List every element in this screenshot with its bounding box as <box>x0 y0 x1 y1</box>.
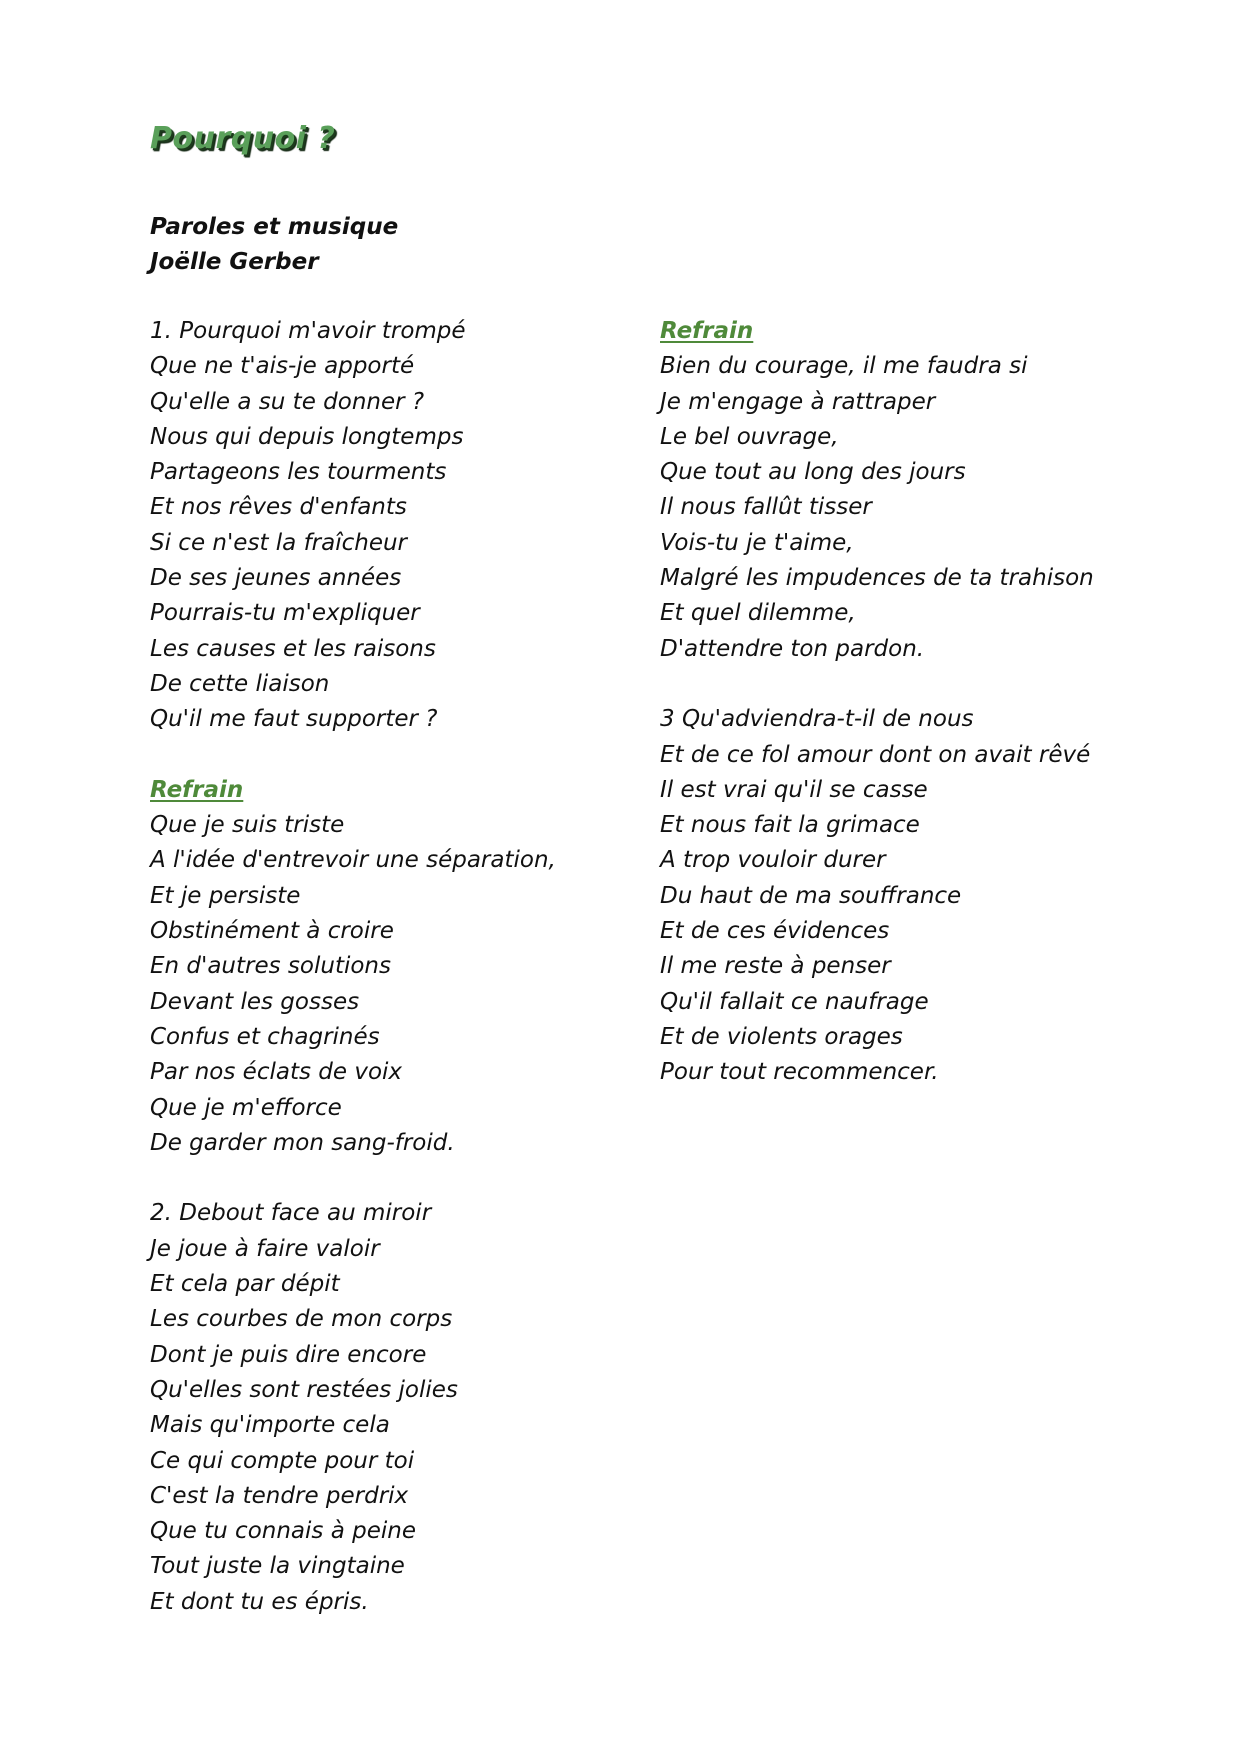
lyric-line: Et de ces évidences <box>660 918 890 945</box>
credits-author: Joëlle Gerber <box>150 249 319 276</box>
lyric-line: En d'autres solutions <box>150 953 391 980</box>
lyric-line: Et quel dilemme, <box>660 600 856 627</box>
lyric-line: Qu'elles sont restées jolies <box>150 1376 458 1403</box>
credits-line: Paroles et musique <box>150 214 399 240</box>
lyric-line: Que ne t'ais-je apporté <box>150 353 415 380</box>
lyric-line: Et de ce fol amour dont on avait rêvé <box>660 741 1091 768</box>
lyric-line: Bien du courage, il me faudra si <box>660 353 1028 380</box>
lyric-line: De garder mon sang-froid. <box>150 1129 455 1156</box>
lyric-line: Qu'il fallait ce naufrage <box>660 988 929 1015</box>
lyric-line: Il me reste à penser <box>660 953 891 980</box>
refrain-2 <box>660 314 1094 667</box>
lyric-line: Il est vrai qu'il se casse <box>660 776 928 803</box>
lyric-line: Et nos rêves d'enfants <box>150 494 407 521</box>
lyric-line: Nous qui depuis longtemps <box>150 423 464 450</box>
lyric-line: Tout juste la vingtaine <box>150 1553 405 1580</box>
verse-1 <box>150 314 556 738</box>
lyric-line: Qu'elle a su te donner ? <box>150 388 425 415</box>
lyric-line: A trop vouloir durer <box>660 847 886 874</box>
lyric-line: Mais qu'importe cela <box>150 1412 390 1439</box>
lyric-line: Ce qui compte pour toi <box>150 1447 415 1474</box>
lyric-line: Que tout au long des jours <box>660 459 966 486</box>
lyric-line: Et nous fait la grimace <box>660 812 920 839</box>
lyric-line: Du haut de ma souffrance <box>660 882 962 909</box>
lyric-line: Vois-tu je t'aime, <box>660 529 854 556</box>
lyric-line: C'est la tendre perdrix <box>150 1482 409 1509</box>
lyric-line: Et cela par dépit <box>150 1271 340 1298</box>
stanza-gap <box>660 667 1094 702</box>
lyric-line: A l'idée d'entrevoir une séparation, <box>150 847 556 874</box>
lyric-line: De ses jeunes années <box>150 565 402 592</box>
lyric-line: D'attendre ton pardon. <box>660 635 925 662</box>
lyric-line: Les causes et les raisons <box>150 635 436 662</box>
lyric-line: Obstinément à croire <box>150 918 394 945</box>
lyric-line: Le bel ouvrage, <box>660 423 839 450</box>
lyric-line: Et de violents orages <box>660 1023 903 1050</box>
stanza-gap <box>150 738 556 773</box>
credits <box>150 210 398 281</box>
lyric-line: Malgré les impudences de ta trahison <box>660 565 1094 592</box>
lyric-line: Pour tout recommencer. <box>660 1059 939 1086</box>
lyric-line: Qu'il me faut supporter ? <box>150 706 438 733</box>
left-column <box>150 314 556 1620</box>
lyric-line: Devant les gosses <box>150 988 360 1015</box>
verse-3 <box>660 702 1094 1090</box>
lyric-line: Si ce n'est la fraîcheur <box>150 529 408 556</box>
verse-2 <box>150 1196 556 1620</box>
lyric-line: Partageons les tourments <box>150 459 447 486</box>
lyric-line: De cette liaison <box>150 670 330 697</box>
lyric-line: Que je m'efforce <box>150 1094 342 1121</box>
stanza-gap <box>150 1161 556 1196</box>
refrain-1 <box>150 773 556 1161</box>
lyric-line: Et dont tu es épris. <box>150 1588 369 1615</box>
lyric-line: Pourrais-tu m'expliquer <box>150 600 420 627</box>
lyric-line: Que tu connais à peine <box>150 1518 416 1545</box>
refrain-heading: Refrain <box>150 776 244 803</box>
lyric-line: 2. Debout face au miroir <box>150 1200 432 1227</box>
lyric-line: 1. Pourquoi m'avoir trompé <box>150 318 466 344</box>
refrain-heading: Refrain <box>660 318 754 344</box>
lyric-line: 3 Qu'adviendra-t-il de nous <box>660 706 974 733</box>
lyric-line: Dont je puis dire encore <box>150 1341 427 1368</box>
song-title: Pourquoi ? <box>150 121 336 156</box>
lyric-line: Je joue à faire valoir <box>150 1235 380 1262</box>
lyric-line: Il nous fallût tisser <box>660 494 872 521</box>
right-column <box>660 314 1094 1091</box>
lyric-line: Je m'engage à rattraper <box>660 388 936 415</box>
lyric-line: Les courbes de mon corps <box>150 1306 453 1333</box>
lyric-line: Que je suis triste <box>150 812 345 839</box>
lyric-line: Confus et chagrinés <box>150 1023 380 1050</box>
lyric-line: Et je persiste <box>150 882 301 909</box>
lyric-line: Par nos éclats de voix <box>150 1059 403 1086</box>
